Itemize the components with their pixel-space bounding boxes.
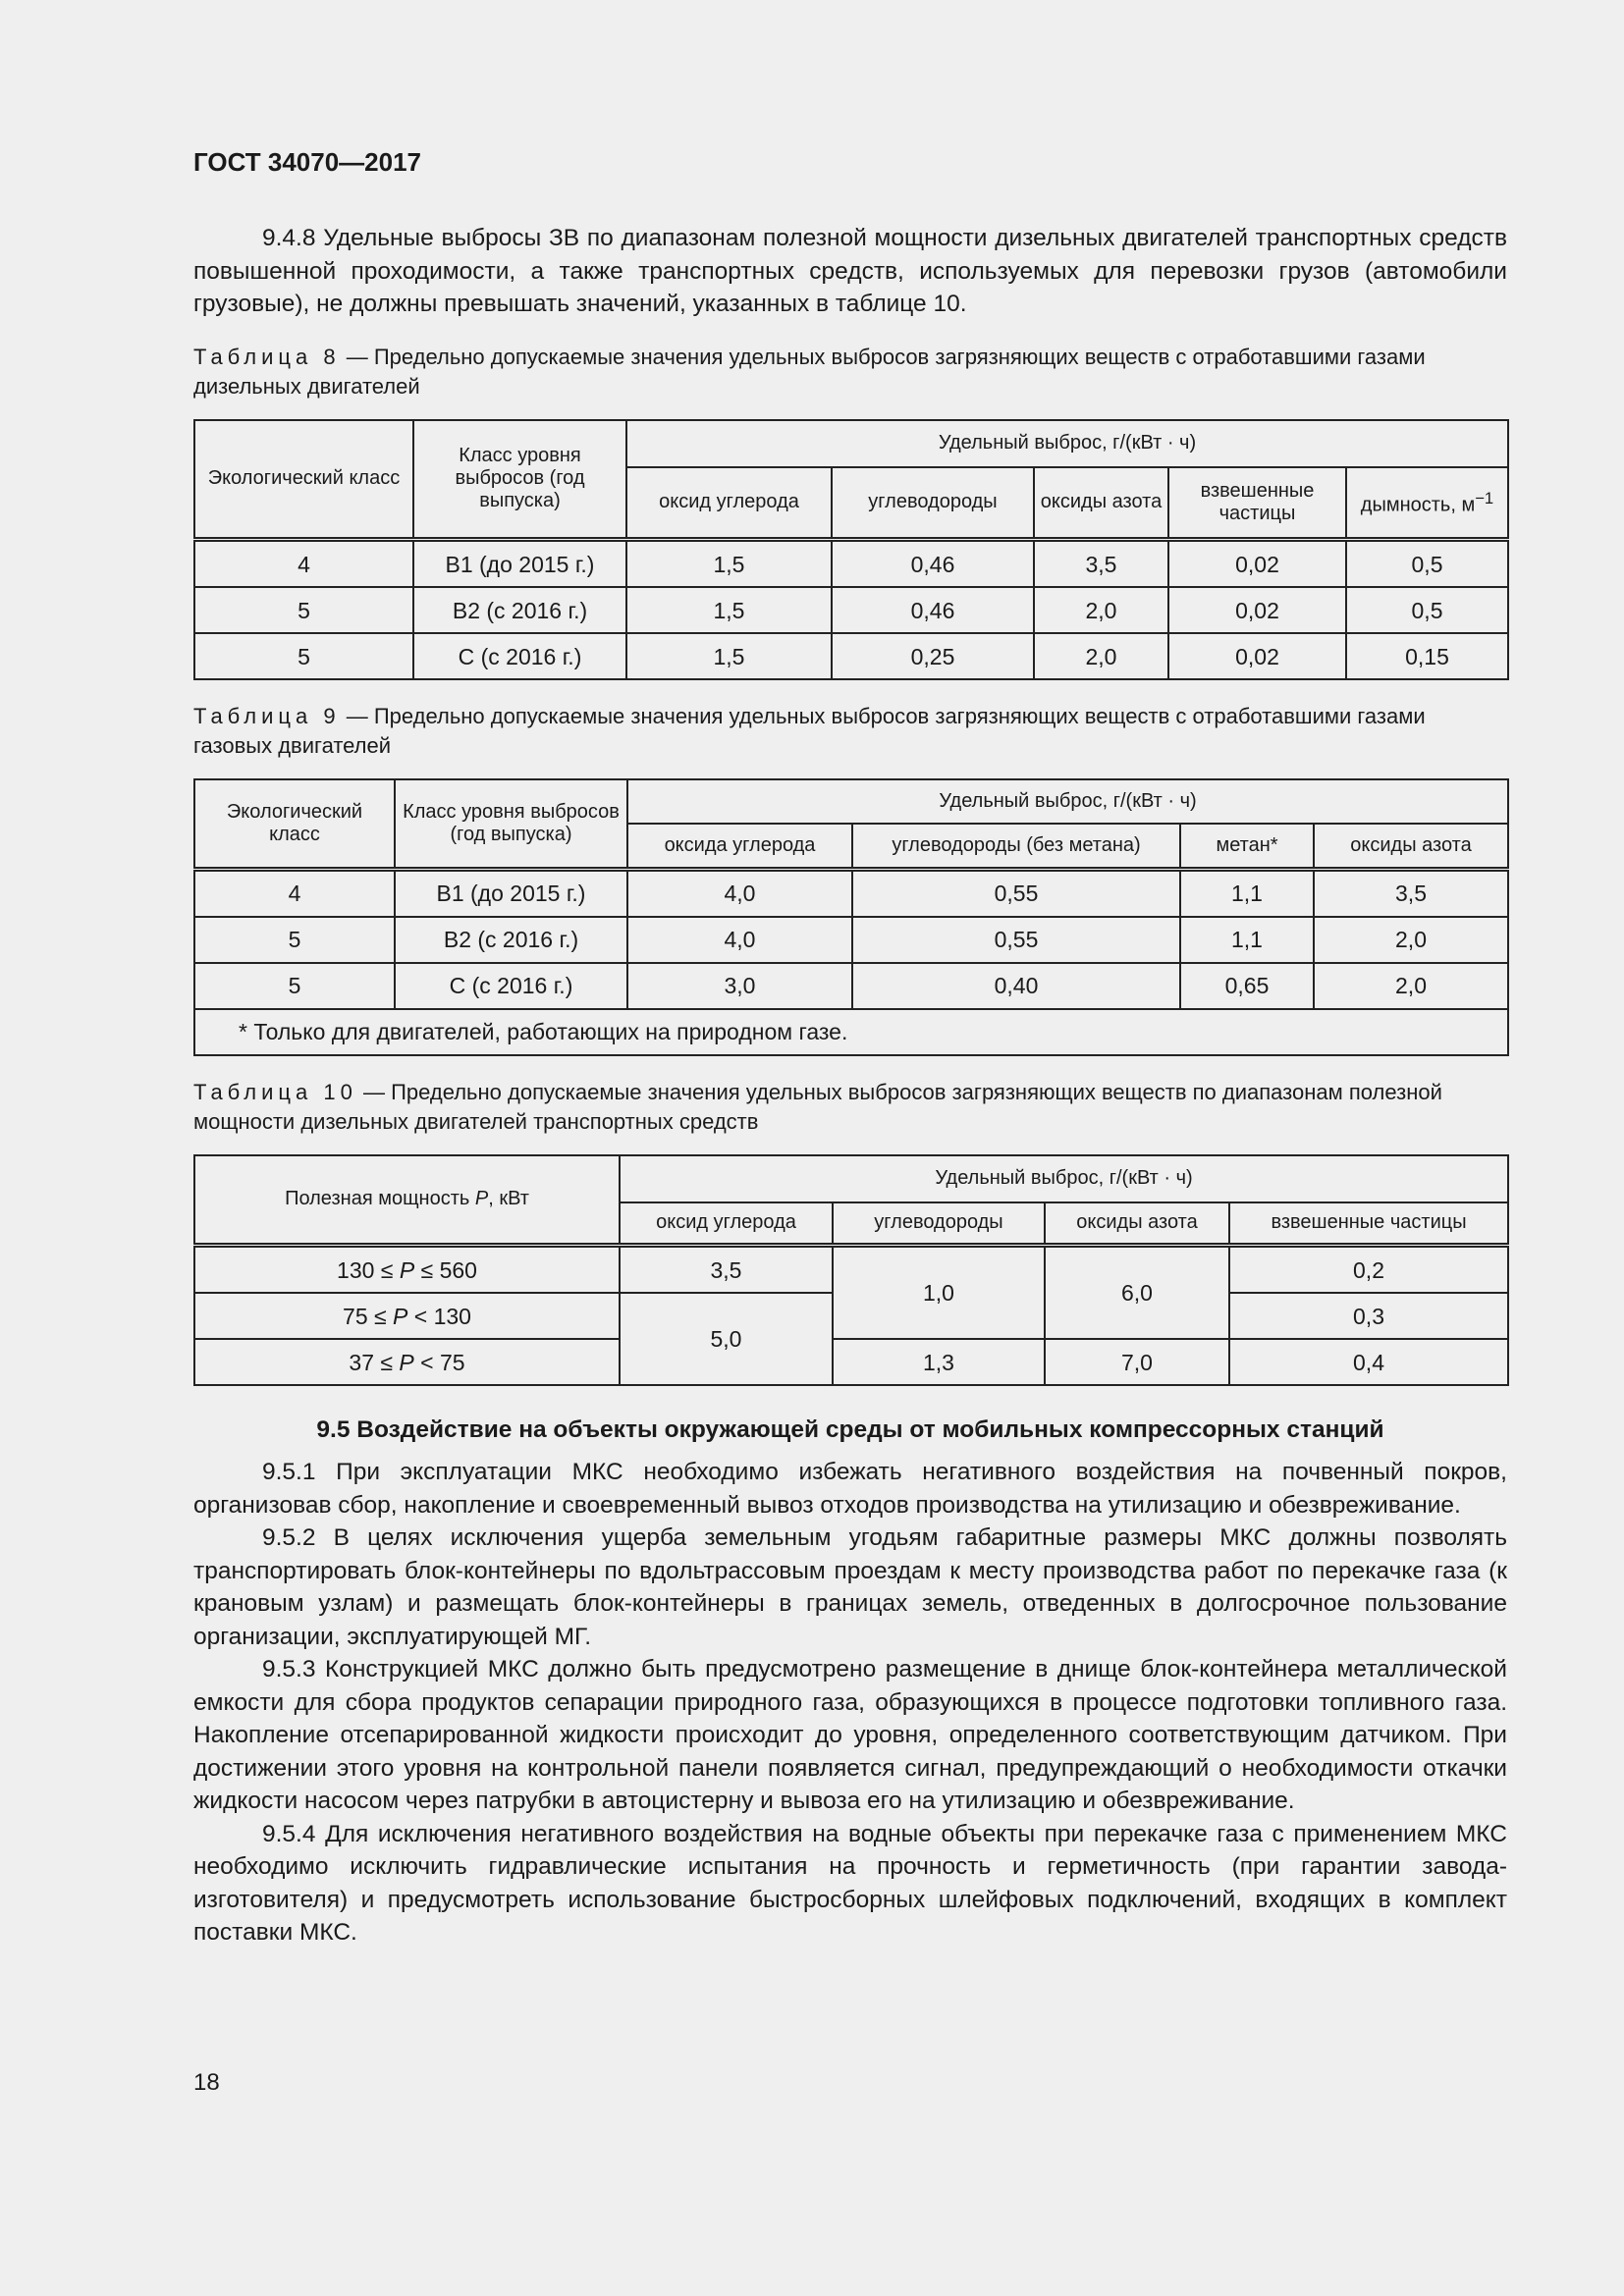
table-cell: 4,0 <box>627 917 852 963</box>
table-cell: 7,0 <box>1045 1339 1229 1385</box>
table9-caption-text: — Предельно допускаемые значения удельных выбросов загрязняющих веществ с отработавшими газами газовых двигателей <box>193 704 1426 758</box>
table-cell: 0,65 <box>1180 963 1314 1009</box>
table-cell: 0,5 <box>1346 540 1508 588</box>
power-range-text: < 130 <box>407 1303 471 1329</box>
table-row <box>194 1246 1508 1294</box>
table-cell: В1 (до 2015 г.) <box>413 540 626 588</box>
table10-caption-text: — Предельно допускаемые значения удельных выбросов загрязняющих веществ по диапазонам полезной мощности дизельных двигателей транспортных средств <box>193 1079 1442 1134</box>
table10-header-power-unit: , кВт <box>488 1188 529 1210</box>
table-cell: 0,02 <box>1168 540 1346 588</box>
table-cell: 2,0 <box>1314 963 1508 1009</box>
table-cell: В2 (с 2016 г.) <box>395 917 627 963</box>
table-cell: 0,15 <box>1346 633 1508 679</box>
table-cell: 0,3 <box>1229 1293 1508 1339</box>
table8-header-emission-level: Класс уровня выбросов (год выпуска) <box>413 420 626 540</box>
table10-header-pm: взвешенные частицы <box>1229 1202 1508 1246</box>
table8-header-eco-class: Экологический класс <box>194 420 413 540</box>
table-cell: 0,5 <box>1346 587 1508 633</box>
paragraph-9-5-1: 9.5.1 При эксплуатации МКС необходимо избежать негативного воздействия на почвенный покров, организовав сбор, накопление и своевременный вывоз отходов производства на утилизацию и обезвреживание. <box>193 1459 1507 1519</box>
power-range-text: 37 ≤ <box>349 1349 400 1375</box>
table-row <box>194 633 1508 679</box>
table-cell: 0,55 <box>852 869 1180 917</box>
table-row <box>194 963 1508 1009</box>
table9-header-emission-level: Класс уровня выбросов (год выпуска) <box>395 779 627 869</box>
power-symbol: P <box>399 1349 414 1375</box>
table-cell: 0,25 <box>832 633 1034 679</box>
power-range-text: 130 ≤ <box>337 1256 400 1283</box>
table8-header-nox: оксиды азота <box>1034 467 1168 540</box>
table-cell: 4,0 <box>627 869 852 917</box>
table-cell: 3,5 <box>1034 540 1168 588</box>
table10-header-nox: оксиды азота <box>1045 1202 1229 1246</box>
table-cell: 1,1 <box>1180 917 1314 963</box>
table-cell: 0,46 <box>832 540 1034 588</box>
table8-caption <box>193 343 1507 401</box>
table-cell: 0,46 <box>832 587 1034 633</box>
power-symbol: P <box>393 1303 408 1329</box>
table8-header-pm: взвешенные частицы <box>1168 467 1346 540</box>
table-cell: 0,02 <box>1168 633 1346 679</box>
table-cell: 3,0 <box>627 963 852 1009</box>
table-cell: 1,1 <box>1180 869 1314 917</box>
document-header: ГОСТ 34070—2017 <box>193 147 421 177</box>
table-cell: 3,5 <box>1314 869 1508 917</box>
table-cell: 5 <box>194 917 395 963</box>
table-cell: 1,5 <box>626 540 832 588</box>
table10-header-hc: углеводороды <box>833 1202 1045 1246</box>
table10-header-co: оксид углерода <box>620 1202 833 1246</box>
table-cell-power <box>194 1246 620 1294</box>
table-cell: 1,0 <box>833 1246 1045 1340</box>
table9 <box>193 778 1509 1056</box>
table9-footnote: * Только для двигателей, работающих на природном газе. <box>194 1009 1508 1055</box>
page-number: 18 <box>193 2069 220 2096</box>
table8-header-smoke-sup: −1 <box>1475 489 1494 508</box>
table-row <box>194 1339 1508 1385</box>
table9-header-specific-emission: Удельный выброс, г/(кВт · ч) <box>627 779 1508 824</box>
table8-header-specific-emission: Удельный выброс, г/(кВт · ч) <box>626 420 1508 467</box>
table-note-row <box>194 1009 1508 1055</box>
table-cell: 0,4 <box>1229 1339 1508 1385</box>
table-cell: 3,5 <box>620 1246 833 1294</box>
table-row <box>194 540 1508 588</box>
table-cell: 0,02 <box>1168 587 1346 633</box>
table-cell: 6,0 <box>1045 1246 1229 1340</box>
table-row <box>194 587 1508 633</box>
table10-header-power-symbol: P <box>474 1188 489 1210</box>
table-cell: 0,2 <box>1229 1246 1508 1294</box>
table9-header-hc: углеводороды (без метана) <box>852 824 1180 869</box>
paragraph-9-5-3: 9.5.3 Конструкцией МКС должно быть предусмотрено размещение в днище блок-контейнера металлической емкости для сбора продуктов сепарации природного газа, образующихся в процессе подготовки топливного газа. Накопление отсепарированной жидкости происходит до уровня, определенного соответствующим датчиком. При достижении этого уровня на контрольной панели появляется сигнал, предупреждающий о необходимости откачки жидкости насосом через патрубки в автоцистерну и вывоза его на утилизацию и обезвреживание. <box>193 1656 1507 1814</box>
table8-caption-label: Таблица 8 <box>193 344 341 369</box>
table-cell: 1,5 <box>626 633 832 679</box>
power-range-text: 75 ≤ <box>343 1303 394 1329</box>
table10-header-specific-emission: Удельный выброс, г/(кВт · ч) <box>620 1155 1508 1202</box>
section-9-5-title: 9.5 Воздействие на объекты окружающей среды от мобильных компрессорных станций <box>316 1416 1384 1443</box>
table-cell-power <box>194 1293 620 1339</box>
paragraph-9-5-4: 9.5.4 Для исключения негативного воздействия на водные объекты при перекачке газа с применением МКС необходимо исключить гидравлические испытания на прочность и герметичность (при гарантии завода-изготовителя) и предусмотреть использование быстросборных шлейфовых подключений, входящих в комплект поставки МКС. <box>193 1820 1507 1946</box>
table-cell: 5 <box>194 587 413 633</box>
table9-caption <box>193 702 1507 761</box>
table-cell: 2,0 <box>1034 587 1168 633</box>
table10 <box>193 1154 1509 1387</box>
power-symbol: P <box>399 1256 415 1283</box>
power-range-text: < 75 <box>413 1349 465 1375</box>
table-cell: 1,5 <box>626 587 832 633</box>
table10-header-power-text: Полезная мощность <box>285 1188 475 1210</box>
table-cell: 4 <box>194 540 413 588</box>
table-cell: В1 (до 2015 г.) <box>395 869 627 917</box>
table8-header-smoke-text: дымность, м <box>1360 495 1476 517</box>
table9-header-co: оксида углерода <box>627 824 852 869</box>
table8-header-hc: углеводороды <box>832 467 1034 540</box>
table8-caption-text: — Предельно допускаемые значения удельных выбросов загрязняющих веществ с отработавшими газами дизельных двигателей <box>193 344 1426 399</box>
table-cell: 5 <box>194 963 395 1009</box>
table10-caption-label: Таблица 10 <box>193 1079 357 1104</box>
table9-header-nox: оксиды азота <box>1314 824 1508 869</box>
table8-header-smoke <box>1346 467 1508 540</box>
table10-header-power <box>194 1155 620 1246</box>
table9-header-eco-class: Экологический класс <box>194 779 395 869</box>
table-cell: 5 <box>194 633 413 679</box>
table-cell: 0,55 <box>852 917 1180 963</box>
table8-header-co: оксид углерода <box>626 467 832 540</box>
power-range-text: ≤ 560 <box>414 1256 477 1283</box>
table10-caption <box>193 1078 1507 1137</box>
table9-caption-label: Таблица 9 <box>193 704 341 728</box>
table-cell: 4 <box>194 869 395 917</box>
table-cell: 1,3 <box>833 1339 1045 1385</box>
table-cell: 5,0 <box>620 1293 833 1385</box>
table9-header-methane: метан* <box>1180 824 1314 869</box>
paragraph-9-5-2: 9.5.2 В целях исключения ущерба земельным угодьям габаритные размеры МКС должны позволять транспортировать блок-контейнеры по вдольтрассовым проездам к месту производства работ по перекачке газа (к крановым узлам) и размещать блок-контейнеры в границах земель, отведенных в долгосрочное пользование организации, эксплуатирующей МГ. <box>193 1524 1507 1650</box>
table-cell: 2,0 <box>1034 633 1168 679</box>
table-cell: С (с 2016 г.) <box>395 963 627 1009</box>
table-cell-power <box>194 1339 620 1385</box>
table-row <box>194 869 1508 917</box>
page-content <box>193 222 1507 1949</box>
table-cell: 0,40 <box>852 963 1180 1009</box>
table-cell: С (с 2016 г.) <box>413 633 626 679</box>
table-row <box>194 917 1508 963</box>
table-cell: 2,0 <box>1314 917 1508 963</box>
table8 <box>193 419 1509 681</box>
paragraph-9-4-8: 9.4.8 Удельные выбросы ЗВ по диапазонам полезной мощности дизельных двигателей транспортных средств повышенной проходимости, а также транспортных средств, используемых для перевозки грузов (автомобили грузовые), не должны превышать значений, указанных в таблице 10. <box>193 225 1507 317</box>
table-cell: В2 (с 2016 г.) <box>413 587 626 633</box>
